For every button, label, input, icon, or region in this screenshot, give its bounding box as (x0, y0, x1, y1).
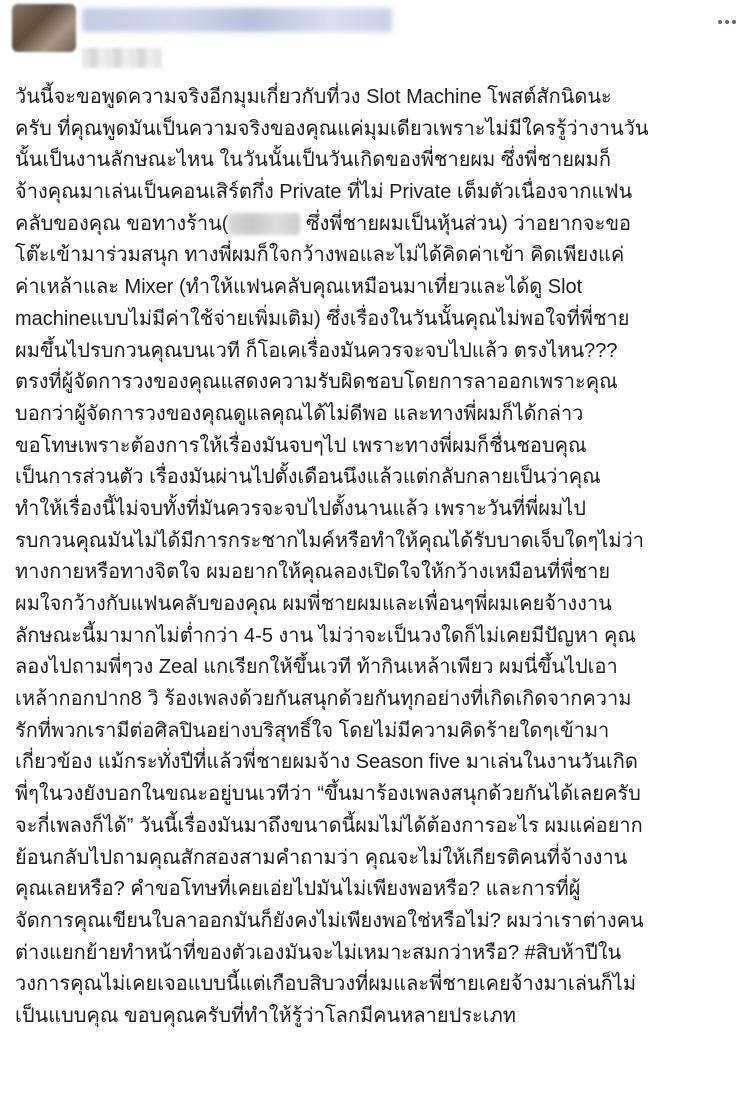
author-name-blurred[interactable] (82, 8, 392, 32)
more-options-button[interactable] (712, 8, 742, 32)
post-text-line: นั้นเป็นงานลักษณะไหน ในวันนั้นเป็นวันเกิดของพี่ชายผม ซึ่งพี่ชายผมก็ (15, 149, 611, 172)
post-text-line: ลักษณะนี้มามากไม่ต่ำกว่า 4-5 งาน ไม่ว่าจะเป็นวงใดก็ไม่เคยมีปัญหา คุณ (15, 624, 636, 647)
post-text-line: จ้างคุณมาเล่นเป็นคอนเสิร์ตกึ่ง Private ที่ไม่ Private เต็มตัวเนื่องจากแฟน (15, 181, 633, 204)
post-text-line: ตรงที่ผู้จัดการวงของคุณแสดงความรับผิดชอบโดยการลาออกเพราะคุณ (15, 371, 618, 394)
post-text-line: จัดการคุณเขียนใบลาออกมันก็ยังคงไม่เพียงพอใช่หรือไม่? ผมว่าเราต่างคน (15, 909, 644, 932)
post-text-line: เหล้ากอกปาก8 วิ ร้องเพลงด้วยกันสนุกด้วยกันทุกอย่างที่เกิดเกิดจากความ (15, 688, 632, 711)
post-text-line: ผมขึ้นไปรบกวนคุณบนเวที ก็โอเคเรื่องมันควรจะจบไปแล้ว ตรงไหน??? (15, 339, 618, 362)
post-text-line: ลองไปถามพี่ๆวง Zeal แกเรียกให้ขึ้นเวที ท้ากินเหล้าเพียว ผมนี่ขึ้นไปเอา (15, 656, 618, 679)
post-text-line: เป็นแบบคุณ ขอบคุณครับที่ทำให้รู้ว่าโลกมีคนหลายประเภท (15, 1004, 516, 1027)
post-text-line: เป็นการส่วนตัว เรื่องมันผ่านไปตั้งเดือนนึงแล้วแต่กลับกลายเป็นว่าคุณ (15, 466, 601, 489)
post-text-line: บอกว่าผู้จัดการวงของคุณดูแลคุณได้ไม่ดีพอ และทางพี่ผมก็ได้กล่าว (15, 402, 584, 425)
post-text-line: พี่ๆในวงยังบอกในขณะอยู่บนเวทีว่า “ขึ้นมาร้องเพลงสนุกด้วยกันได้เลยครับ (15, 783, 641, 806)
post-text-line: จะกี่เพลงก็ได้” วันนี้เรื่องมันมาถึงขนาดนี้ผมไม่ได้ต้องการอะไร ผมแค่อยาก (15, 814, 643, 837)
redacted-shop-name (228, 213, 300, 235)
post-text-line: โต๊ะเข้ามาร่วมสนุก ทางพี่ผมก็ใจกว้างพอและไม่ได้คิดค่าเข้า คิดเพียงแค่ (15, 244, 625, 267)
post-text-line: เกี่ยวข้อง แม้กระทั่งปีที่แล้วพี่ชายผมจ้าง Season five มาเล่นในงานวันเกิด (15, 751, 638, 774)
post-text-line: วงการคุณไม่เคยเจอแบบนี้แต่เกือบสิบวงที่ผมและพี่ชายเคยจ้างมาเล่นก็ไม่ (15, 973, 636, 996)
post-text-line: ย้อนกลับไปถามคุณสักสองสามคำถามว่า คุณจะไม่ให้เกียรติคนที่จ้างงาน (15, 846, 628, 869)
post-text-segment: คลับของคุณ ขอทางร้าน( (15, 212, 229, 235)
post-text-segment: ซึ่งพี่ชายผมเป็นหุ้นส่วน) ว่าอยากจะขอ (300, 212, 632, 235)
post-text-line-with-redaction (15, 209, 740, 241)
post-text-line: รบกวนคุณมันไม่ได้มีการกระชากไมค์หรือทำให้คุณได้รับบาดเจ็บใดๆไม่ว่า (15, 529, 645, 552)
more-horizontal-icon (717, 11, 738, 29)
post-text-line: ทำให้เรื่องนี้ไม่จบทั้งที่มันควรจะจบไปตั้งนานแล้ว เพราะวันที่พี่ผมไป (15, 497, 586, 520)
post-text-line: ค่าเหล้าและ Mixer (ทำให้แฟนคลับคุณเหมือนมาเที่ยวและได้ดู Slot (15, 276, 583, 299)
post-text (15, 82, 740, 1033)
post-text-line: รักที่พวกเรามีต่อศิลปินอย่างบริสุทธิ์ใจ โดยไม่มีความคิดร้ายใดๆเข้ามา (15, 719, 610, 742)
post-text-line: วันนี้จะขอพูดความจริงอีกมุมเกี่ยวกับที่วง Slot Machine โพสต์สักนิดนะ (15, 86, 612, 108)
post-text-line: คุณเลยหรือ? คำขอโทษที่เคยเอ่ยไปมันไม่เพียงพอหรือ? และการที่ผู้ (15, 878, 581, 901)
post-meta-blurred (82, 48, 162, 68)
post-text-line: machineแบบไม่มีค่าใช้จ่ายเพิ่มเติม) ซึ่งเรื่องในวันนั้นคุณไม่พอใจที่พี่ชาย (15, 307, 630, 330)
post-text-line: ครับ ที่คุณพูดมันเป็นความจริงของคุณแค่มุมเดียวเพราะไม่มีใครรู้ว่างานวัน (15, 117, 649, 140)
post-text-line: ทางกายหรือทางจิตใจ ผมอยากให้คุณลองเปิดใจให้กว้างเหมือนที่พี่ชาย (15, 561, 611, 584)
post-text-line: ต่างแยกย้ายทำหน้าที่ของตัวเองมันจะไม่เหมาะสมกว่าหรือ? #สิบห้าปีใน (15, 941, 622, 964)
post-header (0, 0, 750, 80)
author-avatar-blurred[interactable] (12, 4, 76, 52)
post-text-line: ขอโทษเพราะต้องการให้เรื่องมันจบๆไป เพราะทางพี่ผมก็ชื่นชอบคุณ (15, 434, 587, 457)
post-text-line: ผมใจกว้างกับแฟนคลับของคุณ ผมพี่ชายผมและเพื่อนๆพี่ผมเคยจ้างงาน (15, 593, 612, 615)
